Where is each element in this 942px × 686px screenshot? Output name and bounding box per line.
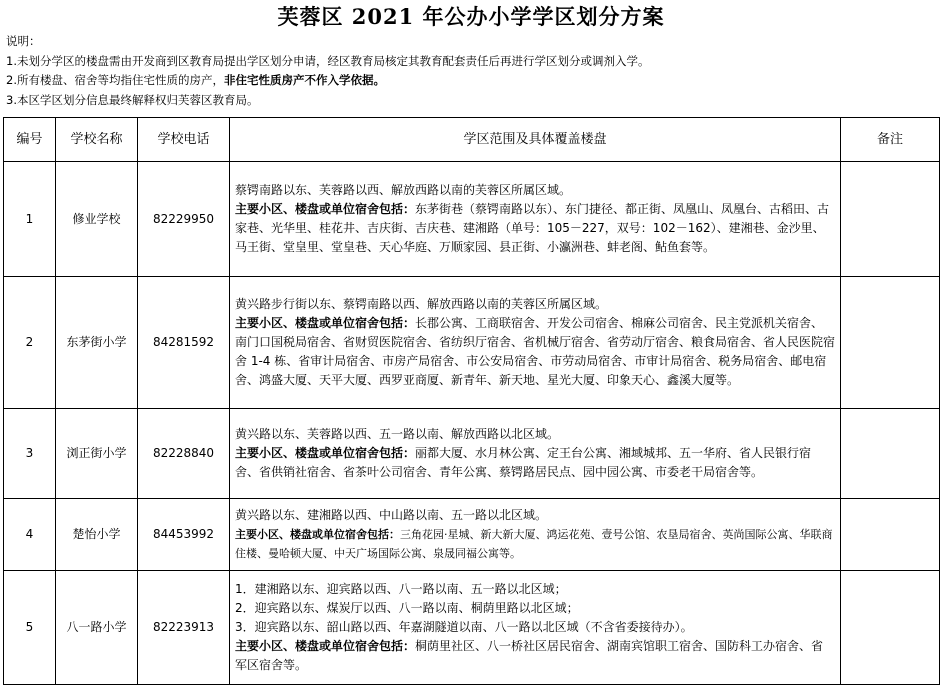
scope-label: 主要小区、楼盘或单位宿舍包括： bbox=[235, 528, 400, 541]
row-remark bbox=[841, 162, 940, 277]
note-item: 2.所有楼盘、宿舍等均指住宅性质的房产，非住宅性质房产不作入学依据。 bbox=[6, 73, 385, 87]
row-remark bbox=[841, 571, 940, 685]
scope-area: 黄兴路以东、芙蓉路以西、五一路以南、解放西路以北区域。 bbox=[235, 427, 560, 441]
table-row bbox=[4, 409, 940, 499]
scope-buildings: 东茅街巷（蔡锷南路以东）、东门捷径、都正街、凤凰山、凤凰台、古稻田、古家巷、光华里、桂花井、吉庆街、吉庆巷、建湘路（单号：105－227，双号：102－162）、建湘巷、金沙里、马王街、堂皇里、堂皇巷、天心华庭、万顺家园、县正街、小瀛洲巷、蚌老阁、鲇鱼套等。 bbox=[235, 202, 830, 254]
row-scope bbox=[230, 162, 841, 277]
row-remark bbox=[841, 277, 940, 409]
row-phone: 84281592 bbox=[138, 277, 230, 409]
row-no: 1 bbox=[4, 162, 56, 277]
scope-label: 主要小区、楼盘或单位宿舍包括： bbox=[235, 446, 416, 460]
header-remark: 备注 bbox=[841, 118, 940, 162]
table-row bbox=[4, 162, 940, 277]
scope-area: 3．迎宾路以东、韶山路以西、年嘉湖隧道以南、八一路以北区域（不含省委接待办）。 bbox=[235, 620, 693, 634]
scope-area: 蔡锷南路以东、芙蓉路以西、解放西路以南的芙蓉区所属区域。 bbox=[235, 183, 572, 197]
row-phone: 82223913 bbox=[138, 571, 230, 685]
scope-label: 主要小区、楼盘或单位宿舍包括： bbox=[235, 202, 416, 216]
row-school: 修业学校 bbox=[56, 162, 138, 277]
row-scope bbox=[230, 499, 841, 571]
row-phone: 82229950 bbox=[138, 162, 230, 277]
scope-buildings: 长郡公寓、工商联宿舍、开发公司宿舍、棉麻公司宿舍、民主党派机关宿舍、南门口国税局宿舍、省财贸医院宿舍、省纺织厅宿舍、省机械厅宿舍、省劳动厅宿舍、粮食局宿舍、省人民医院宿舍 1-4 栋、省审计局宿舍、市房产局宿舍、市公安局宿舍、市劳动局宿舍、市审计局宿舍、税务局宿舍、邮电宿舍、鸿盛大厦、天平大厦、西罗亚商厦、新青年、新天地、星光大厦、印象天心、鑫溪大厦等。 bbox=[235, 316, 836, 387]
row-school: 楚怡小学 bbox=[56, 499, 138, 571]
row-remark bbox=[841, 499, 940, 571]
table-row bbox=[4, 277, 940, 409]
row-remark bbox=[841, 409, 940, 499]
table-header-row bbox=[4, 118, 940, 162]
row-no: 4 bbox=[4, 499, 56, 571]
row-no: 2 bbox=[4, 277, 56, 409]
row-school: 八一路小学 bbox=[56, 571, 138, 685]
scope-buildings: 丽都大厦、水月林公寓、定王台公寓、湘域城邦、五一华府、省人民银行宿舍、省供销社宿舍、省茶叶公司宿舍、青年公寓、蔡锷路居民点、园中园公寓、市委老干局宿舍等。 bbox=[235, 446, 812, 479]
row-phone: 84453992 bbox=[138, 499, 230, 571]
note-item: 3.本区学区划分信息最终解释权归芙蓉区教育局。 bbox=[6, 92, 259, 107]
row-school: 东茅街小学 bbox=[56, 277, 138, 409]
row-scope bbox=[230, 571, 841, 685]
header-phone: 学校电话 bbox=[138, 118, 230, 162]
note-item: 1.未划分学区的楼盘需由开发商到区教育局提出学区划分申请，经区教育局核定其教育配套责任后再进行学区划分或调剂入学。 bbox=[6, 53, 650, 68]
scope-label: 主要小区、楼盘或单位宿舍包括： bbox=[235, 639, 416, 653]
scope-area: 黄兴路步行街以东、蔡锷南路以西、解放西路以南的芙蓉区所属区域。 bbox=[235, 297, 608, 311]
table-row bbox=[4, 571, 940, 685]
notes bbox=[0, 32, 942, 110]
scope-area: 黄兴路以东、建湘路以西、中山路以南、五一路以北区域。 bbox=[235, 508, 548, 522]
row-scope bbox=[230, 277, 841, 409]
notes-heading: 说明： bbox=[6, 34, 41, 48]
header-scope: 学区范围及具体覆盖楼盘 bbox=[230, 118, 841, 162]
school-district-table bbox=[3, 117, 940, 685]
note-emphasis: 非住宅性质房产不作入学依据。 bbox=[223, 73, 385, 87]
scope-buildings: 桐荫里社区、八一桥社区居民宿舍、湖南宾馆职工宿舍、国防科工办宿舍、省军区宿舍等。 bbox=[235, 639, 824, 672]
header-school: 学校名称 bbox=[56, 118, 138, 162]
scope-label: 主要小区、楼盘或单位宿舍包括： bbox=[235, 316, 416, 330]
page-title: 芙蓉区 2021 年公办小学学区划分方案 bbox=[277, 4, 665, 29]
scope-buildings: 三角花园·星城、新大新大厦、鸿运花苑、壹号公馆、农垦局宿舍、英尚国际公寓、华联商住楼、曼哈顿大厦、中天广场国际公寓、泉晟同福公寓等。 bbox=[235, 528, 833, 560]
row-scope bbox=[230, 409, 841, 499]
row-no: 5 bbox=[4, 571, 56, 685]
row-school: 浏正街小学 bbox=[56, 409, 138, 499]
header-no: 编号 bbox=[4, 118, 56, 162]
table-row bbox=[4, 499, 940, 571]
scope-area: 2．迎宾路以东、煤炭厅以西、八一路以南、桐荫里路以北区域； bbox=[235, 601, 579, 615]
scope-area: 1．建湘路以东、迎宾路以西、八一路以南、五一路以北区域； bbox=[235, 582, 567, 596]
row-phone: 82228840 bbox=[138, 409, 230, 499]
row-no: 3 bbox=[4, 409, 56, 499]
